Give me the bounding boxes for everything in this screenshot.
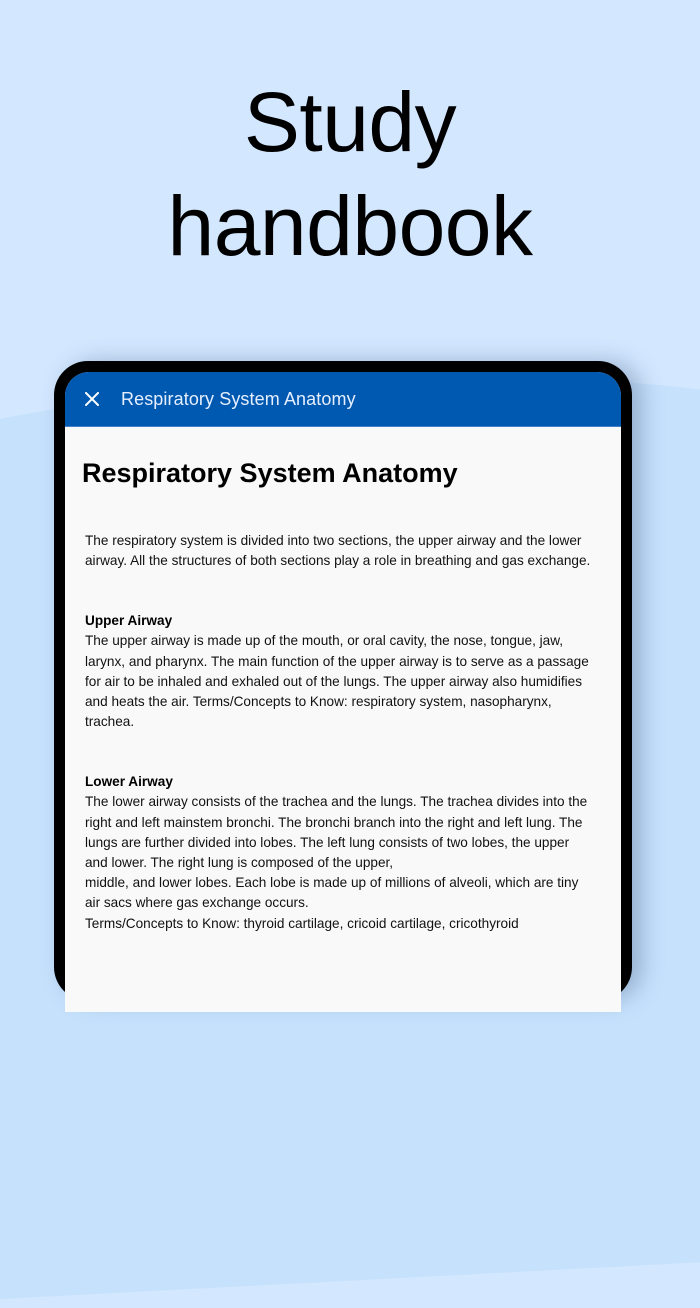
text-line: and heats the air. Terms/Concepts to Know: respiratory system, nasopharynx, xyxy=(85,694,552,710)
section-body xyxy=(85,792,601,933)
article-content xyxy=(65,457,621,934)
tablet-frame xyxy=(54,361,632,1001)
text-line: Terms/Concepts to Know: thyroid cartilage, cricoid cartilage, cricothyroid xyxy=(85,915,519,931)
text-line: The respiratory system is divided into two sections, the upper airway and the lower xyxy=(85,533,582,548)
close-icon xyxy=(85,392,99,406)
text-line: The upper airway is made up of the mouth, or oral cavity, the nose, tongue, jaw, xyxy=(85,633,564,649)
text-line: air sacs where gas exchange occurs. xyxy=(85,895,309,911)
text-line: trachea. xyxy=(85,714,135,730)
intro-paragraph xyxy=(85,531,601,571)
text-line: middle, and lower lobes. Each lobe is made up of millions of alveoli, which are tiny xyxy=(85,875,579,891)
headline-line-1: Study xyxy=(243,75,457,169)
section-lower-airway xyxy=(82,772,601,933)
text-line: for air to be inhaled and exhaled out of the lungs. The upper airway also humidifies xyxy=(85,673,582,689)
app-bar-title: Respiratory System Anatomy xyxy=(121,388,356,409)
close-button[interactable] xyxy=(65,372,119,426)
text-line: The lower airway consists of the trachea and the lungs. The trachea divides into the xyxy=(85,794,588,810)
section-upper-airway xyxy=(82,611,601,732)
text-line: larynx, and pharynx. The main function of the upper airway is to serve as a passage xyxy=(85,653,589,669)
text-line: right and left mainstem bronchi. The bronchi branch into the right and left lung. The xyxy=(85,814,583,830)
text-line: lungs are further divided into lobes. The left lung consists of two lobes, the upper xyxy=(85,834,570,850)
section-heading: Upper Airway xyxy=(85,613,173,629)
app-bar xyxy=(65,372,621,427)
section-heading: Lower Airway xyxy=(85,774,173,790)
promo-headline xyxy=(0,70,700,278)
article-title: Respiratory System Anatomy xyxy=(82,458,458,488)
app-screen xyxy=(65,372,621,1012)
text-line: and lower. The right lung is composed of the upper, xyxy=(85,855,394,871)
text-line: airway. All the structures of both sections play a role in breathing and gas exchange. xyxy=(85,553,591,569)
headline-line-2: handbook xyxy=(167,179,533,273)
section-body xyxy=(85,631,601,732)
